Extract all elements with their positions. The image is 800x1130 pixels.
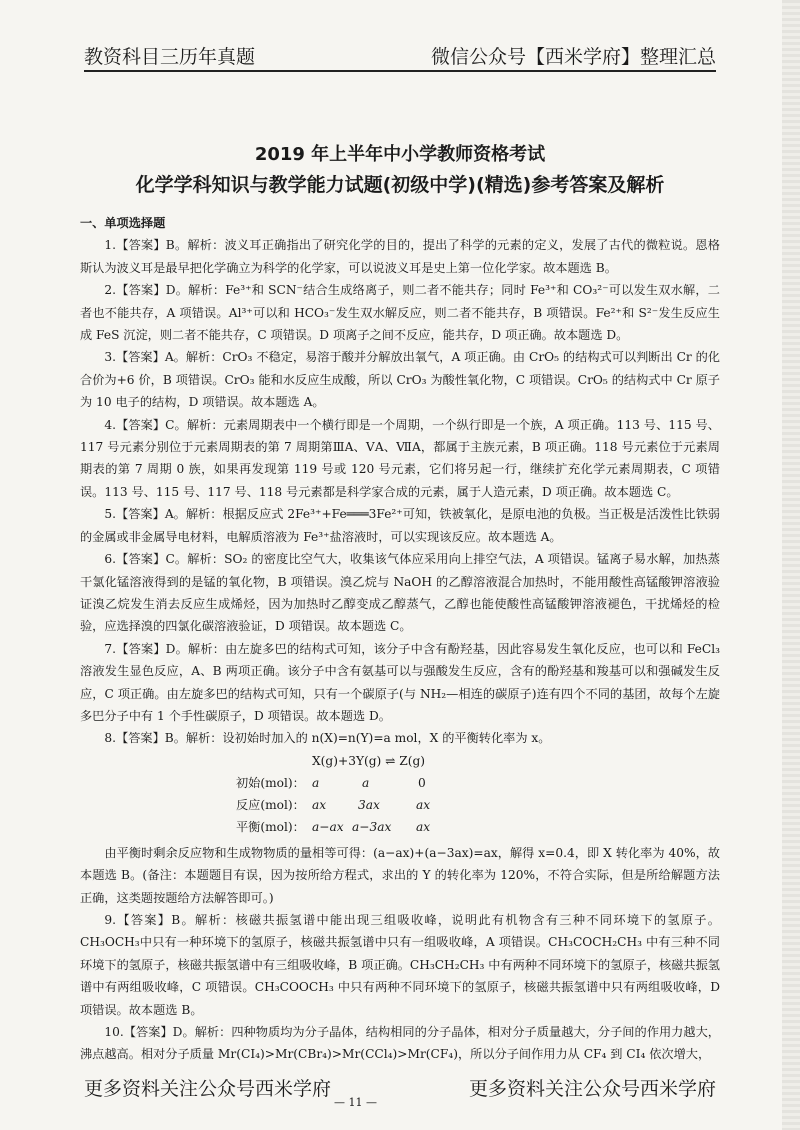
page-number: — 11 — [334,1096,377,1109]
section-heading: 一、单项选择题 [80,216,166,230]
answer-7: 7.【答案】D。解析：由左旋多巴的结构式可知，该分子中含有酚羟基，因此容易发生氧化反应，也可以和 FeCl₃ 溶液发生显色反应，A、B 两项正确。该分子中含有氨基可以与强酸发生反应，含有的酚羟基和羧基可以和强碱发生反应，C 项正确。由左旋多巴的结构式可知，只有一个碳原子(与 NH₂—相连的碳原子)连有四个不同的基团，故每个左旋多巴分子中有 1 个手性碳原子，D 项错误。故本题选 D。 [80,641,720,723]
header-right: 微信公众号【西米学府】整理汇总 [430,46,716,68]
row-reaction-label: 反应(mol)： [236,797,305,812]
row-initial-label: 初始(mol)： [236,775,305,790]
answer-9: 9.【答案】B。解析：核磁共振氢谱中能出现三组吸收峰，说明此有机物含有三种不同环境下的氢原子。CH₃OCH₃中只有一种环境下的氢原子，核磁共振氢谱中只有一组吸收峰，A 项错误。CH₃COCH₂CH₃ 中有三种不同环境下的氢原子，核磁共振氢谱中有三组吸收峰，B 项正确。CH₃CH₂CH₃ 中有两种不同环境下的氢原子，核磁共振氢谱中有两组吸收峰，C 项错误。CH₃COOCH₃ 中只有两种不同环境下的氢原子，核磁共振氢谱中只有两组吸收峰，D 项错误。故本题选 B。 [80,912,720,1017]
answer-10: 10.【答案】D。解析：四种物质均为分子晶体，结构相同的分子晶体，相对分子质量越大，分子间的作用力越大，沸点越高。相对分子质量 Mr(CI₄)>Mr(CBr₄)>Mr(CCl₄)>Mr(CF₄)，所以分子间作用力从 CF₄ 到 CI₄ 依次增大， [80,1025,720,1062]
footer-right: 更多资料关注公众号西米学府 [468,1078,716,1100]
answer-1: 1.【答案】B。解析：波义耳正确指出了研究化学的目的，提出了科学的元素的定义，发展了古代的微粒说。恩格斯认为波义耳是最早把化学确立为科学的化学家，可以说波义耳是史上第一位化学家。故本题选 B。 [80,238,720,275]
header-left: 教资科目三历年真题 [84,46,256,68]
page-header [84,42,716,72]
row-reaction-x: ax [312,797,327,812]
answer-5: 5.【答案】A。解析：根据反应式 2Fe³⁺+Fe═══3Fe²⁺可知，铁被氧化，是原电池的负极。当正极是活泼性比铁弱的金属或非金属导电材料，电解质溶液为 Fe³⁺盐溶液时，可以实现该反应。故本题选 A。 [80,507,720,544]
row-initial-y: a [362,775,370,790]
answer-8-continued: 由平衡时剩余反应物和生成物物质的量相等可得：(a−ax)+(a−3ax)=ax，解得 x=0.4，即 X 转化率为 40%，故本题选 B。(备注：本题题目有误，因为按所给方程式，求出的 Y 的转化率为 120%，不符合实际，但是所给解题方法正确，这类题按题给方法解答即可。) [80,845,720,905]
row-initial-x: a [312,775,320,790]
footer-left: 更多资料关注公众号西米学府 [84,1078,332,1100]
answer-2: 2.【答案】D。解析：Fe³⁺和 SCN⁻结合生成络离子，则二者不能共存；同时 Fe³⁺和 CO₃²⁻可以发生双水解，二者也不能共存，A 项错误。Al³⁺可以和 HCO₃⁻发生双水解反应，则二者不能共存，B 项错误。Fe²⁺和 S²⁻发生反应生成 FeS 沉淀，则二者不能共存，C 项错误。D 项离子之间不反应，能共存，D 项正确。故本题选 D。 [80,283,720,343]
answer-3: 3.【答案】A。解析：CrO₃ 不稳定，易溶于酸并分解放出氧气，A 项正确。由 CrO₅ 的结构式可以判断出 Cr 的化合价为+6 价，B 项错误。CrO₃ 能和水反应生成酸，所以 CrO₃ 为酸性氧化物，C 项错误。CrO₅ 的结构式中 Cr 原子为 10 电子的结构，D 项错误。故本题选 A。 [80,350,720,410]
row-reaction-y: 3ax [358,797,380,812]
row-reaction-z: ax [416,797,431,812]
row-equilibrium-label: 平衡(mol)： [236,819,305,834]
title-line-1: 2019 年上半年中小学教师资格考试 [254,144,546,165]
row-equilibrium-y: a−3ax [352,819,392,834]
equilibrium-table [80,750,720,842]
row-equilibrium-x: a−ax [312,819,344,834]
answer-content [80,212,720,1066]
answer-6: 6.【答案】C。解析：SO₂ 的密度比空气大，收集该气体应采用向上排空气法，A 项错误。锰离子易水解，加热蒸干氯化锰溶液得到的是锰的氧化物，B 项错误。溴乙烷与 NaOH 的乙醇溶液混合加热时，不能用酸性高锰酸钾溶液验证溴乙烷发生消去反应生成烯烃，因为加热时乙醇变成乙醇蒸气，乙醇也能使酸性高锰酸钾溶液褪色，干扰烯烃的检验，应选择溴的四氯化碳溶液验证，D 项错误。故本题选 C。 [80,552,720,634]
answer-4: 4.【答案】C。解析：元素周期表中一个横行即是一个周期，一个纵行即是一个族，A 项正确。113 号、115 号、117 号元素分别位于元素周期表的第 7 周期第ⅢA、ⅤA、ⅦA，都属于主族元素，B 项正确。118 号元素位于元素周期表的第 7 周期 0 族，如果再发现第 119 号或 120 号元素，它们将另起一行，继续扩充化学元素周期表，C 项错误。113 号、115 号、117 号、118 号元素都是科学家合成的元素，属于人造元素，D 项正确。故本题选 C。 [80,417,720,499]
reaction-equation: X(g)+3Y(g) ⇌ Z(g) [312,753,426,768]
row-equilibrium-z: ax [416,819,431,834]
answer-8: 8.【答案】B。解析：设初始时加入的 n(X)=n(Y)=a mol，X 的平衡转化率为 x。 [104,731,551,746]
page-footer [84,1074,716,1109]
title-line-2: 化学学科知识与教学能力试题(初级中学)(精选)参考答案及解析 [135,174,665,196]
row-initial-z: 0 [418,775,426,790]
